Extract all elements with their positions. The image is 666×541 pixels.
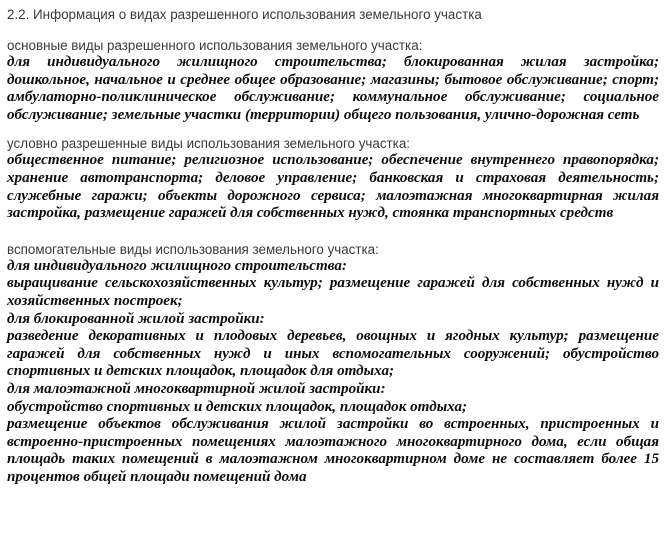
auxiliary-text-lowrise-1: обустройство спортивных и детских площадок, площадок отдыха; <box>7 398 468 415</box>
section-heading: 2.2. Информация о видах разрешенного использования земельного участка <box>7 7 482 22</box>
auxiliary-text-blocked: разведение декоративных и плодовых деревьев, овощных и ягодных культур; размещение гаражей для собственных нужд и иных вспомогательных сооружений; обустройство спортивных и детских площадок, площадок для отдыха; <box>7 328 659 380</box>
auxiliary-uses-label: вспомогательные виды использования земельного участка: <box>7 241 379 257</box>
auxiliary-subheading-individual: для индивидуального жилищного строительства: <box>7 257 347 274</box>
main-uses-section <box>7 37 659 124</box>
conditional-uses-label: условно разрешенные виды использования земельного участка: <box>7 136 410 152</box>
document <box>7 6 659 486</box>
auxiliary-subheading-blocked: для блокированной жилой застройки: <box>7 310 265 327</box>
auxiliary-text-individual: выращивание сельскохозяйственных культур; размещение гаражей для собственных нужд и хозяйственных построек; <box>7 275 659 309</box>
auxiliary-uses-section <box>7 241 659 487</box>
auxiliary-text-lowrise-2: размещение объектов обслуживания жилой застройки во встроенных, пристроенных и встроенно-пристроенных помещениях малоэтажного многоквартирного дома, если общая площадь таких помещений в малоэтажном многоквартирном доме не составляет более 15 процентов общей площади помещений дома <box>7 416 659 485</box>
conditional-uses-section <box>7 135 659 222</box>
main-uses-text: для индивидуального жилищного строительства; блокированная жилая застройка; дошкольное, начальное и среднее общее образование; магазины; бытовое обслуживание; спорт; амбулаторно-поликлиническое обслуживание; коммунальное обслуживание; социальное обслуживание; земельные участки (территории) общего пользования, улично-дорожная сеть <box>7 54 659 123</box>
main-uses-label: основные виды разрешенного использования земельного участка: <box>7 38 423 53</box>
conditional-uses-text: общественное питание; религиозное использование; обеспечение внутреннего правопорядка; хранение автотранспорта; деловое управление; банковская и страховая деятельность; служебные гаражи; объекты дорожного сервиса; малоэтажная многоквартирная жилая застройка, размещение гаражей для собственных нужд, стоянка транспортных средств <box>7 152 659 222</box>
auxiliary-subheading-lowrise: для малоэтажной многоквартирной жилой застройки: <box>7 380 386 397</box>
